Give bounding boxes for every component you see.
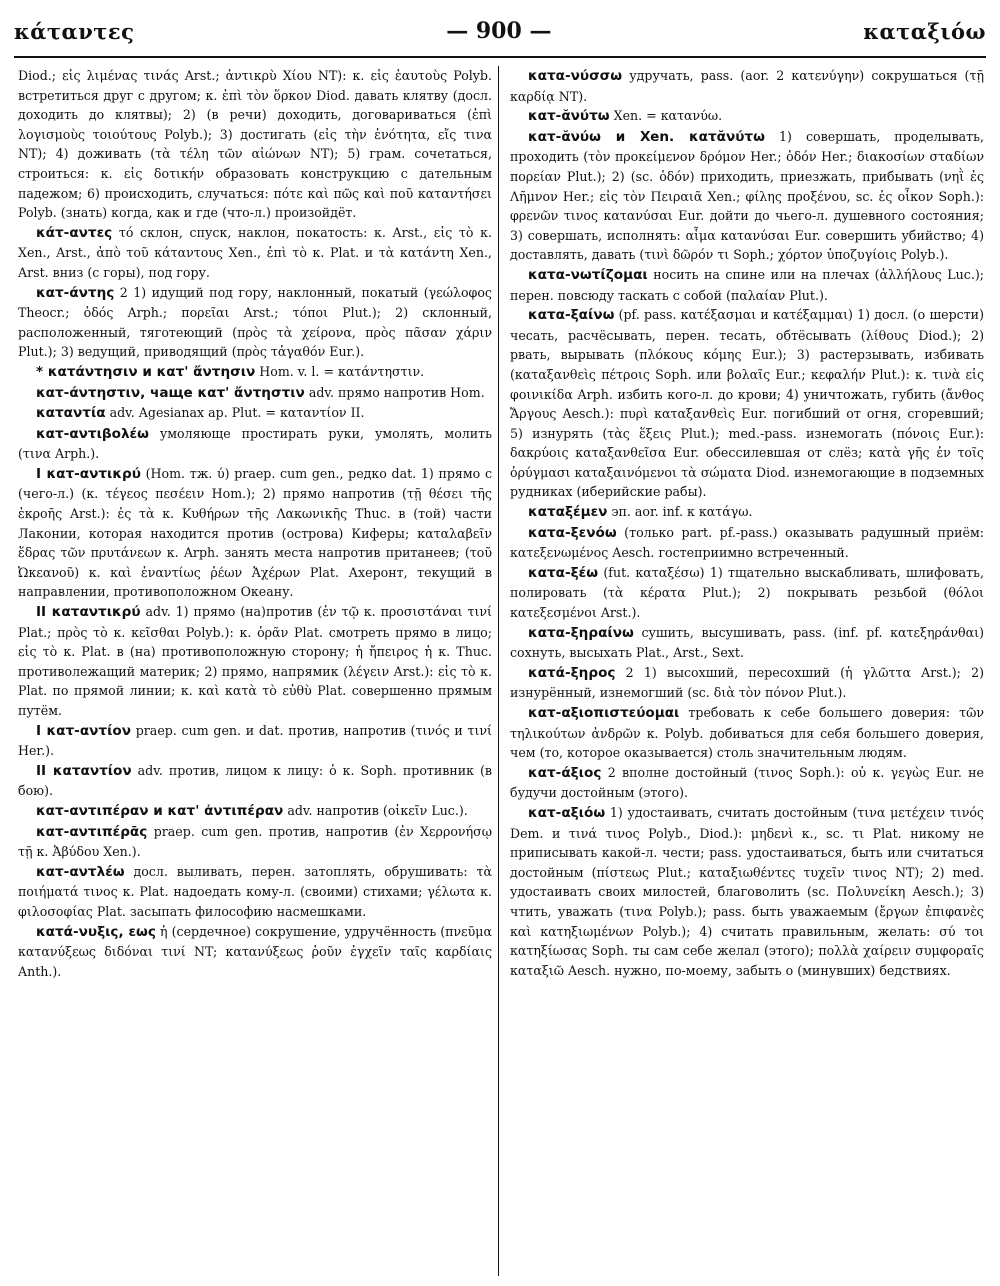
header-rule: [14, 56, 986, 58]
entry-definition: 2 вполне достойный (τινος Soph.): οὐ κ. γεγὼς Eur. не будучи достойным (этого).: [510, 764, 984, 801]
entry-definition: praep. cum gen. против, напротив (ἐν Χερρονήσῳ τῇ κ. Ἀβύδου Xen.).: [18, 823, 492, 860]
dictionary-entry: [18, 761, 492, 801]
entry-definition: τό склон, спуск, наклон, покатость: κ. Arst., εἰς τὸ κ. Xen., Arst., ἀπὸ τοῦ κάταντους Xen., ἐπὶ τὸ κ. Plat. и τὰ κατάντη Xen., Arst. вниз (с горы), под гору.: [18, 224, 492, 280]
entry-definition: эп. aor. inf. к κατάγω.: [607, 504, 753, 520]
entry-lemma: κατ-άξιος: [528, 764, 602, 781]
dictionary-entry: [510, 803, 984, 980]
entry-definition: praep. cum gen. и dat. против, напротив (τινός и τινί Her.).: [18, 722, 492, 759]
entry-lemma: κατα-ξέω: [528, 564, 599, 581]
entry-lemma: II καταντικρύ: [36, 604, 141, 621]
entry-lemma: * κατάντησιν и κατ' ἄντησιν: [36, 363, 256, 380]
entry-lemma: κατα-ξηραίνω: [528, 624, 634, 641]
entry-definition: adv. прямо напротив Hom.: [304, 384, 485, 400]
entry-definition: (только part. pf.-pass.) оказывать радушный приём: κατεξενωμένος Aesch. гостеприимно встреченный.: [510, 524, 984, 561]
dictionary-entry: [510, 265, 984, 305]
dictionary-entry: [18, 383, 492, 404]
dictionary-entry: [18, 602, 492, 721]
dictionary-entry: [18, 464, 492, 602]
dictionary-entry: [510, 523, 984, 563]
page-number: — 900 —: [446, 18, 552, 44]
page-header: [14, 14, 986, 48]
entry-definition: Hom. v. l. = κατάντηστιν.: [255, 363, 425, 379]
dictionary-entry: [18, 822, 492, 862]
entry-lemma: κατ-αντλέω: [36, 863, 125, 880]
entry-definition: удручать, pass. (aor. 2 κατενύγην) сокрушаться (τῇ καρδίᾳ NT).: [510, 68, 984, 104]
entry-lemma: κατ-άντηστιν, чаще κατ' ἄντηστιν: [36, 384, 305, 401]
dictionary-entry: [18, 223, 492, 283]
entry-lemma: καταντία: [36, 405, 106, 422]
entry-definition: adv. Agesianax ap. Plut. = καταντίον II.: [105, 405, 365, 421]
dictionary-entry: [510, 66, 984, 106]
entry-lemma: καταξέμεν: [528, 504, 608, 521]
entry-definition: adv. 1) прямо (на)против (ἐν τῷ κ. προσιστάναι τινί Plat.; πρὸς τὸ κ. κεῖσθαι Polyb.): κ. ὁρᾶν Plat. смотреть прямо в лицо; εἰς τὸ κ. Plat. в (на) противоположную сторону; ἡ ἤπειρος ἡ κ. Thuc. противолежащий материк; 2) прямо, напрямик (λέγειν Arst.): εἰς τὸ κ. Plat. по прямой линии; κ. καὶ κατὰ τὸ εὐθὺ Plat. совершенно прямым путём.: [18, 604, 492, 718]
entry-lemma: κατ-αντιπέρᾱς: [36, 823, 148, 840]
dictionary-entry: [18, 362, 492, 383]
dictionary-entry: [510, 763, 984, 803]
entry-definition: Diod.; εἰς λιμένας τινάς Arst.; ἀντικρὺ Χίου NT): κ. εἰς ἑαυτοὺς Polyb. встретиться друг с другом; κ. ἐπὶ τὸν ὅρκον Diod. давать клятву (досл. доходить до клятвы); 2) (в речи) доходить, договариваться (ἐπὶ λογισμοὺς τοιούτους Polyb.); 3) достигать (εἰς τὴν ἑνότητα, εἴς τινα NT); 4) доживать (τὰ τέλη τῶν αἰώνων NT); 5) грам. сочетаться, строиться: κ. εἰς δοτικήν образовать конструкцию с дательным падежом; 6) происходить, случаться: πότε καὶ πῶς καὶ ποῦ καταντήσει Polyb. (знать) когда, как и где (что-л.) произойдёт.: [18, 68, 492, 221]
entry-definition: сушить, высушивать, pass. (inf. pf. κατεξηράνθαι) сохнуть, высыхать Plat., Arst., Sext.: [510, 624, 984, 661]
entry-lemma: κατ-ᾰνύτω: [528, 108, 610, 125]
entry-definition: (fut. καταξέσω) 1) тщательно выскабливать, шлифовать, полировать (τὰ κέρατα Plut.); 2) покрывать резьбой (θόλοι κατεξεσμένοι Arst.).: [510, 564, 984, 621]
dictionary-entry: [18, 922, 492, 982]
left-column: [18, 66, 492, 1278]
right-running-headword: καταξιόω: [863, 18, 986, 44]
dictionary-entry: [18, 283, 492, 362]
entry-definition: ἡ (сердечное) сокрушение, удручённость (πνεῦμα κατανύξεως διδόναι τινί NT; κατανύξεως ῥοῦν ἐγχεῖν ταῖς καρδίαις Anth.).: [18, 923, 492, 979]
entry-lemma: II καταντίον: [36, 762, 132, 779]
dictionary-entry: [18, 66, 492, 223]
entry-lemma: I κατ-αντίον: [36, 722, 131, 739]
entry-lemma: κατ-άντης: [36, 284, 115, 301]
entry-definition: (pf. pass. κατέξασμαι и κατέξαμμαι) 1) досл. (о шерсти) чесать, расчёсывать, перен. тесать, обтёсывать (λίθους Diod.); 2) рвать, вырывать (πλόκους κόμης Eur.); 3) растерзывать, избивать (καταξανθεὶς πέτροις Soph. или βολαῖς Eur.; κεφαλήν Plut.): κ. τινὰ εἰς φοινικίδα Arph. избить кого-л. до крови; 4) уничтожать, губить (ἄνθος Ἄργους Aesch.): πυρὶ καταξανθεὶς Eur. погибший от огня, сгоревший; 5) изнурять (τὰς ἕξεις Plut.); med.-pass. изнемогать (πόνοις Eur.): δακρύοις καταξανθεῖσα Eur. обессилевшая от слёз; κατὰ γῆς ἐν τοῖς ὀρύγμασι καταξαινόμενοι τὰ σώματα Diod. изнемогающие в подземных рудниках (иберийские рабы).: [510, 307, 984, 500]
dictionary-entry: [510, 106, 984, 127]
entry-lemma: κατα-νύσσω: [528, 68, 623, 84]
entry-lemma: κατά-νυξις, εως: [36, 923, 156, 940]
dictionary-entry: [510, 703, 984, 763]
entry-definition: 2 1) высохший, пересохший (ἡ γλῶττα Arst.); 2) изнурённый, изнемогший (sc. διὰ τὸν πόνον Plut.).: [510, 664, 984, 701]
entry-lemma: κατ-αξιοπιστεύομαι: [528, 705, 680, 721]
entry-definition: (Hom. тж. ύ) praep. cum gen., редко dat. 1) прямо с (чего-л.) (κ. τέγεος πεσέειν Hom.); 2) прямо напротив (τῇ θέσει τῆς ἐκροῆς Arst.): ἐς τὰ κ. Κυθήρων τῆς Λακωνικῆς Thuc. в (той) части Лаконии, которая находится против (острова) Киферы; καταλαβεῖν ἕδρας τῶν πρυτάνεων κ. Arph. занять места напротив пританеев; (τοῦ Ὠκεανοῦ) κ. καὶ ἐναντίως ῥέων Ἀχέρων Plat. Ахеронт, текущий в направлении, противоположном Океану.: [18, 465, 492, 600]
entry-definition: носить на спине или на плечах (ἀλλήλους Luc.); перен. повсюду таскать с собой (παλαίαν Plut.).: [510, 266, 984, 303]
dictionary-entry: [18, 403, 492, 424]
entry-definition: 2 1) идущий под гору, наклонный, покатый (γεώλοφος Theocr.; ὁδός Arph.; πορεῖαι Arst.; τόποι Plut.); 2) склонный, расположенный, тяготеющий (πρὸς τὰ χείρονα, πρὸς πᾶσαν χάριν Plut.); 3) ведущий, приводящий (πρὸς τἀγαθόν Eur.).: [18, 284, 492, 360]
entry-definition: adv. напротив (οἰκεῖν Luc.).: [283, 802, 468, 818]
column-divider: [498, 66, 499, 1276]
entry-lemma: κάτ-αντες: [36, 224, 113, 241]
entry-lemma: κατ-αξιόω: [528, 804, 606, 821]
entry-definition: 1) совершать, проделывать, проходить (τὸν προκείμενον δρόμον Her.; ὁδόν Her.; διακοσίων σταδίων πορείαν Plut.); 2) (sc. ὁδόν) приходить, приезжать, прибывать (νηῒ ἐς Λῆμνον Her.; εἰς τὸν Πειραιᾶ Xen.; φίλης προξένου, sc. ἐς οἶκον Soph.): φρενῶν τινος κατανύσαι Eur. дойти до чьего-л. душевного состояния; 3) совершать, исполнять: αἷμα κατανύσαι Eur. совершить убийство; 4) доставлять, давать (τινὶ δῶρόν τι Soph.; χόρτον ὑποζυγίοις Polyb.).: [510, 128, 984, 263]
entry-lemma: κατα-ξαίνω: [528, 307, 615, 324]
dictionary-entry: [18, 424, 492, 464]
entry-definition: Xen. = κατανύω.: [609, 108, 723, 124]
dictionary-entry: [18, 862, 492, 922]
entry-lemma: κατα-ξενόω: [528, 524, 617, 541]
dictionary-entry: [510, 663, 984, 703]
left-running-headword: κάταντες: [14, 18, 135, 44]
right-column: [510, 66, 984, 1278]
entry-definition: adv. против, лицом к лицу: ὁ κ. Soph. противник (в бою).: [18, 762, 492, 799]
dictionary-entry: [510, 563, 984, 623]
entry-lemma: κατα-νωτίζομαι: [528, 266, 648, 283]
entry-definition: требовать к себе большего доверия: τῶν τηλικούτων ἀνδρῶν κ. Polyb. добиваться для себя большего доверия, чем (то, которое оказывается) столь значительным людям.: [510, 705, 984, 761]
dictionary-entry: [18, 801, 492, 822]
entry-definition: умоляюще простирать руки, умолять, молить (τινα Arph.).: [18, 425, 492, 462]
entry-lemma: κατ-ᾰνύω и Xen. κατᾰνύτω: [528, 128, 765, 145]
entry-definition: досл. выливать, перен. затоплять, обрушивать: τὰ ποιήματά τινος κ. Plat. надоедать кому-л. (своими) стихами; γέλωτα κ. φιλοσοφίας Plat. засыпать философию насмешками.: [18, 863, 492, 919]
entry-definition: 1) удостаивать, считать достойным (τινα μετέχειν τινός Dem. и τινά τινος Polyb., Diod.): μηδενὶ κ., sc. τι Plat. никому не приписывать какой-л. чести; pass. удостаиваться, быть или считаться достойным (πίστεως Plut.; καταξιωθέντες τυχεῖν τινος NT); 2) med. удостаивать своих милостей, благоволить (sc. Πολυνείκη Aesch.); 3) чтить, уважать (τινα Polyb.); pass. быть уважаемым (ἔργων ἐπιφανὲς καὶ κατηξιωμένων Polyb.); 4) считать правильным, желать: σύ τοι κατηξίωσας Soph. ты сам себе желал (этого); πολλὰ χαίρειν συμφοραῖς καταξιῶ Aesch. нужно, по-моему, забыть о (минувших) бедствиях.: [510, 804, 984, 978]
entry-lemma: I κατ-αντικρύ: [36, 465, 141, 482]
dictionary-entry: [510, 623, 984, 663]
entry-lemma: κατ-αντιβολέω: [36, 425, 149, 442]
dictionary-entry: [510, 502, 984, 523]
entry-lemma: κατά-ξηρος: [528, 664, 616, 681]
dictionary-entry: [510, 127, 984, 265]
entry-lemma: κατ-αντιπέραν и κατ' ἀντιπέραν: [36, 802, 284, 819]
dictionary-entry: [18, 721, 492, 761]
dictionary-entry: [510, 305, 984, 502]
